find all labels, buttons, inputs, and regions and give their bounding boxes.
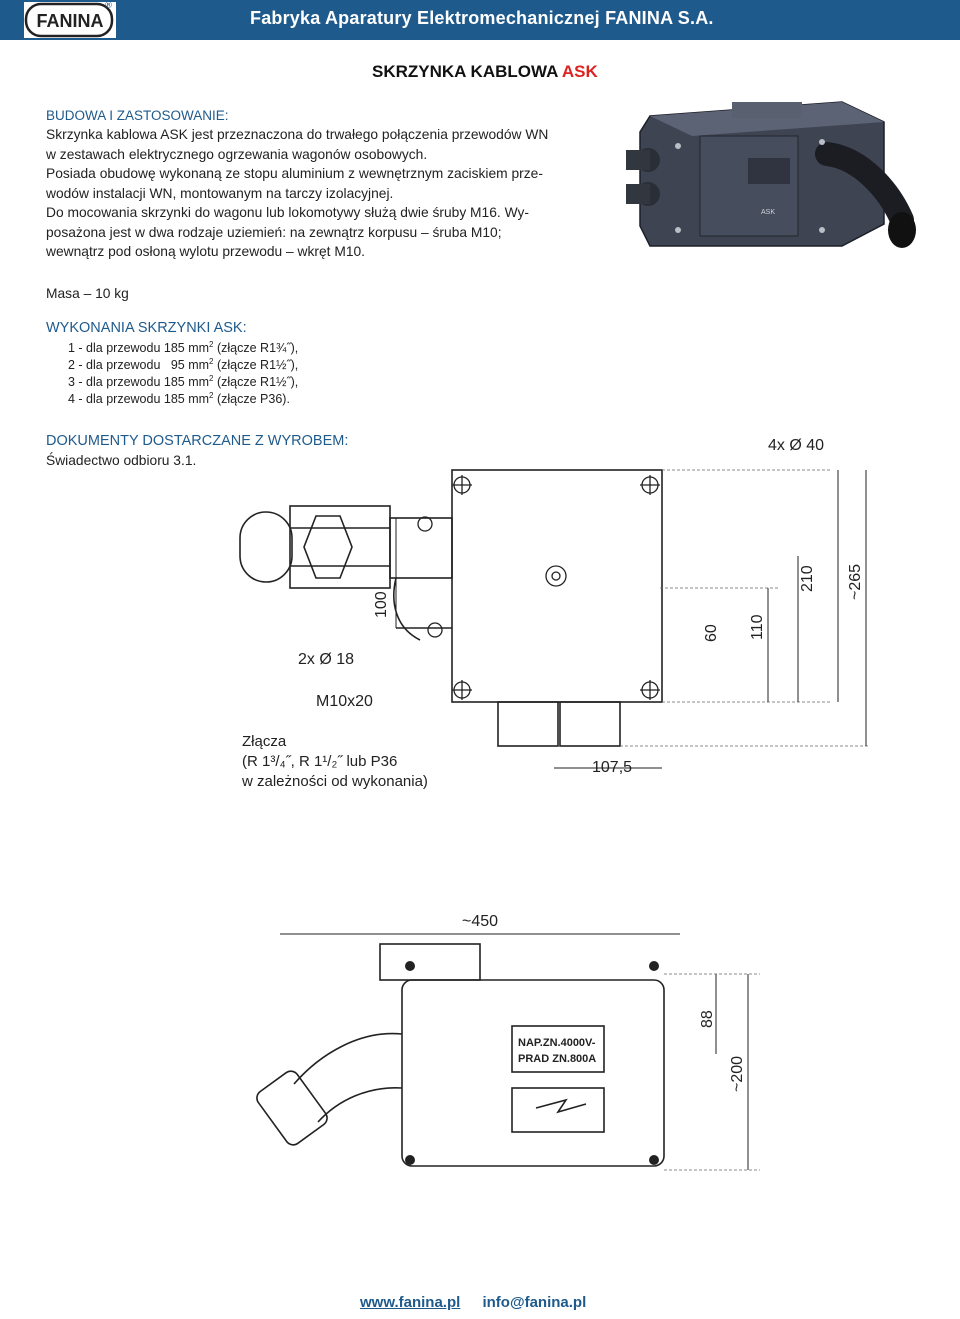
side-view-drawing xyxy=(240,904,900,1174)
connectors-note: w zależności od wykonania) xyxy=(242,773,428,790)
variant-text: 3 - dla przewodu 185 mm xyxy=(68,375,210,390)
photo-label: ASK xyxy=(760,209,776,216)
company-name: Fabryka Aparatury Elektromechanicznej FANINA S.A. xyxy=(250,8,714,28)
holes-label: 4x Ø 40 xyxy=(768,437,825,454)
variant-item xyxy=(68,340,298,355)
logo-text: FANINA xyxy=(36,11,104,31)
title-prefix: SKRZYNKA KABLOWA xyxy=(372,62,558,81)
rating-plate xyxy=(512,1026,604,1072)
construction-line: posażona jest w dwa rodzaje uziemień: na zewnątrz korpusu – śruba M10; xyxy=(46,224,502,240)
variant-item xyxy=(68,391,290,406)
variant-connector: (złącze P36). xyxy=(213,392,290,407)
dim-60: 60 xyxy=(703,624,720,642)
variant-text: 2 - dla przewodu 95 mm xyxy=(68,358,210,373)
dim-107-5: 107,5 xyxy=(592,759,633,776)
top-view-drawing xyxy=(220,428,880,808)
logo-graphic xyxy=(24,2,116,38)
variant-text: 1 - dla przewodu 185 mm xyxy=(68,341,210,356)
variant-sup: 2 xyxy=(209,374,214,383)
bolt-label: M10x20 xyxy=(316,693,373,710)
dim-265: ~265 xyxy=(847,563,864,600)
product-photo xyxy=(622,96,922,262)
dim-110: 110 xyxy=(749,614,766,640)
variants-heading: WYKONANIA SKRZYNKI ASK: xyxy=(46,320,247,336)
connectors-title: Złącza xyxy=(242,733,287,750)
flange xyxy=(390,518,452,578)
construction-heading: BUDOWA I ZASTOSOWANIE: xyxy=(46,108,229,123)
variant-item xyxy=(68,357,298,372)
construction-line: wodów instalacji WN, montowanym na tarczy izolacyjnej. xyxy=(46,185,394,201)
header-band xyxy=(0,0,960,40)
variant-connector: (złącze R1¾˝), xyxy=(213,341,299,356)
mass-text: Masa – 10 kg xyxy=(46,286,129,301)
variant-sup: 2 xyxy=(209,357,214,366)
coupling-nut xyxy=(290,506,390,588)
website-link[interactable]: www.fanina.pl xyxy=(360,1294,461,1311)
title-accent: ASK xyxy=(561,62,598,81)
variant-item xyxy=(68,374,298,389)
company-logo xyxy=(24,2,116,38)
warning-plate xyxy=(512,1088,604,1132)
hole-label: 2x Ø 18 xyxy=(298,651,355,668)
email-link[interactable]: info@fanina.pl xyxy=(482,1294,587,1311)
construction-line: wewnątrz pod osłoną wylotu przewodu – wkręt M10. xyxy=(46,244,366,259)
coupling-cap xyxy=(240,512,292,582)
dim-200: ~200 xyxy=(729,1055,746,1092)
documents-heading: DOKUMENTY DOSTARCZANE Z WYROBEM: xyxy=(46,433,349,449)
construction-line: Skrzynka kablowa ASK jest przeznaczona do trwałego połączenia przewodów WN xyxy=(46,127,549,142)
page-title xyxy=(372,62,598,82)
connector-left xyxy=(498,702,558,746)
construction-text xyxy=(46,125,606,262)
plate-line-1: NAP.ZN.4000V- xyxy=(518,1037,596,1049)
side-box-outline xyxy=(402,980,664,1166)
registered-mark: ® xyxy=(104,1,113,11)
variant-connector: (złącze R1½˝), xyxy=(213,375,299,390)
construction-line: Posiada obudowę wykonaną ze stopu aluminium z wewnętrznym zaciskiem prze- xyxy=(46,166,543,181)
plate-line-2: PRAD ZN.800A xyxy=(518,1053,597,1065)
construction-line: w zestawach elektrycznego ogrzewania wagonów osobowych. xyxy=(46,146,428,162)
construction-line: Do mocowania skrzynki do wagonu lub lokomotywy służą dwie śruby M16. Wy- xyxy=(46,205,529,220)
dim-450: ~450 xyxy=(462,913,499,930)
variant-connector: (złącze R1½˝), xyxy=(213,358,299,373)
footer xyxy=(360,1294,586,1311)
variant-sup: 2 xyxy=(209,391,214,400)
dim-100: 100 xyxy=(373,591,390,618)
connector-right xyxy=(560,702,620,746)
dim-210: 210 xyxy=(799,565,816,592)
variant-sup: 2 xyxy=(209,340,214,349)
dim-88: 88 xyxy=(699,1010,716,1028)
side-flange xyxy=(380,944,480,980)
variant-text: 4 - dla przewodu 185 mm xyxy=(68,392,210,407)
documents-text: Świadectwo odbioru 3.1. xyxy=(46,453,197,468)
connectors-types: (R 1³/₄˝, R 1¹/₂˝ lub P36 xyxy=(242,753,398,770)
